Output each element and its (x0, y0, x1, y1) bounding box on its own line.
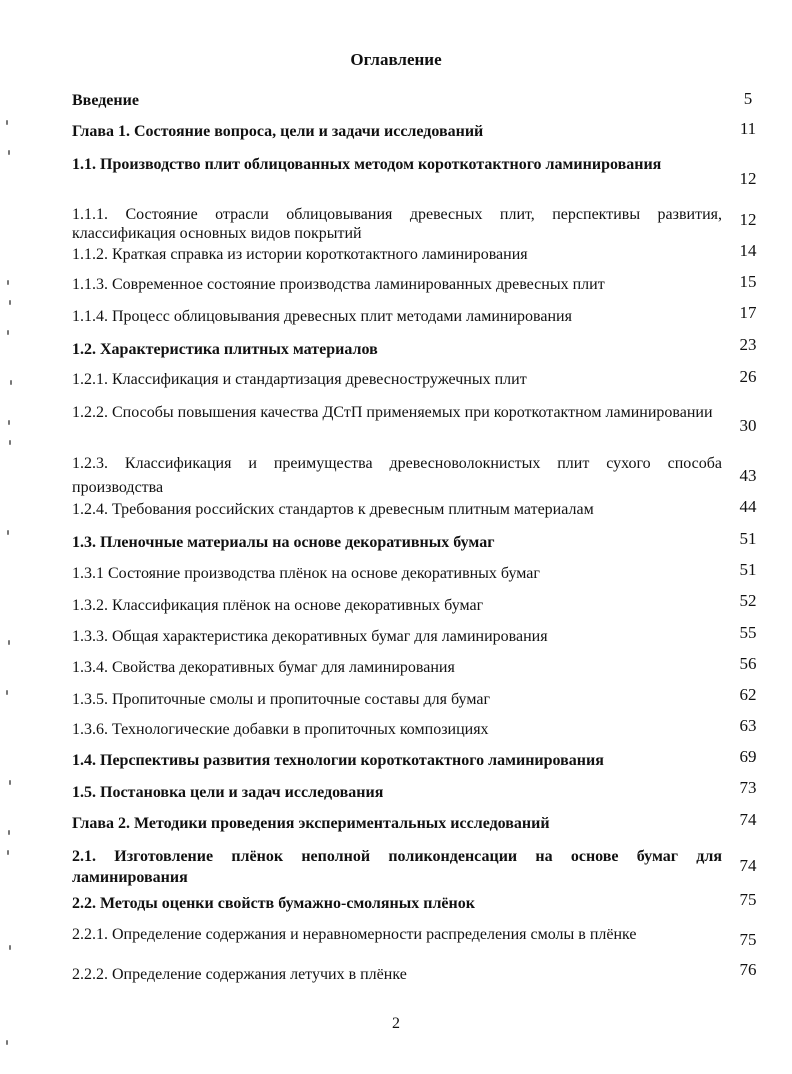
toc-entry-page: 11 (739, 119, 757, 138)
toc-entry-text: 1.3.3. Общая характеристика декоративных бумаг для ламинирования (72, 628, 548, 645)
toc-entry-text: 1.3.1 Состояние производства плёнок на основе декоративных бумаг (72, 565, 540, 582)
toc-entry-page: 5 (743, 89, 753, 108)
toc-entry-page: 69 (739, 747, 757, 766)
toc-entry-text: 2.2.2. Определение содержания летучих в плёнке (72, 966, 407, 983)
toc-entry-text: 1.2. Характеристика плитных материалов (72, 341, 378, 358)
toc-entry-page: 43 (739, 466, 757, 485)
toc-entry-page: 63 (739, 716, 757, 735)
toc-entry-page: 51 (739, 560, 757, 579)
toc-entry-text: 2.2.1. Определение содержания и неравномерности распределения смолы в плёнке (72, 926, 637, 943)
scan-speck (7, 530, 9, 535)
toc-entry-text: 1.1.2. Краткая справка из истории короткотактного ламинирования (72, 246, 528, 263)
scan-speck (7, 330, 9, 335)
toc-entry-page: 75 (739, 930, 757, 949)
scan-speck (7, 850, 9, 855)
scan-speck (6, 690, 8, 695)
toc-entry-text: 1.3.2. Классификация плёнок на основе декоративных бумаг (72, 597, 484, 614)
toc-entry-text: 1.1.3. Современное состояние производства ламинированных древесных плит (72, 276, 605, 293)
toc-entry-page: 56 (739, 654, 757, 673)
toc-entry-text: Глава 2. Методики проведения экспериментальных исследований (72, 815, 550, 832)
toc-entry-page: 74 (739, 856, 757, 875)
toc-entry-text: 1.2.3. Классификация и преимущества древесноволокнистых плит сухого способа производства (72, 455, 722, 496)
toc-entry-text: 1.5. Постановка цели и задач исследования (72, 784, 384, 801)
scan-speck (9, 780, 11, 785)
toc-entry-text: 1.1.4. Процесс облицовывания древесных плит методами ламинирования (72, 308, 572, 325)
scan-speck (10, 380, 12, 385)
scan-speck (7, 280, 9, 285)
toc-entry-text: 1.2.1. Классификация и стандартизация древесностружечных плит (72, 371, 527, 388)
toc-entry-page: 73 (739, 778, 757, 797)
toc-entry-page: 14 (739, 241, 757, 260)
toc-entry-page: 62 (739, 685, 757, 704)
toc-entry-text: 1.3. Пленочные материалы на основе декоративных бумаг (72, 534, 495, 551)
toc-entry-page: 17 (739, 303, 757, 322)
toc-entry-text: 1.4. Перспективы развития технологии короткотактного ламинирования (72, 752, 604, 769)
toc-entry-page: 23 (739, 335, 757, 354)
scan-speck (9, 945, 11, 950)
toc-entry-page: 75 (739, 890, 757, 909)
toc-entry-text: 1.1. Производство плит облицованных методом короткотактного ламинирования (72, 156, 662, 173)
toc-entry-page: 12 (739, 210, 757, 229)
scan-speck (8, 420, 10, 425)
toc-entry-text: 1.2.2. Способы повышения качества ДСтП применяемых при короткотактном ламинировании (72, 404, 713, 421)
scan-speck (8, 640, 10, 645)
toc-entry-text: 1.3.6. Технологические добавки в пропиточных композициях (72, 721, 489, 738)
scan-speck (6, 1040, 8, 1045)
toc-entry-page: 26 (739, 367, 757, 386)
toc-entry-page: 52 (739, 591, 757, 610)
scan-speck (8, 830, 10, 835)
toc-entry-page: 12 (739, 169, 757, 188)
toc-entry-text: 1.3.4. Свойства декоративных бумаг для ламинирования (72, 659, 455, 676)
toc-entry-text: Введение (72, 92, 139, 109)
scan-speck (9, 440, 11, 445)
toc-entry-page: 76 (739, 960, 757, 979)
toc-entry-page: 44 (739, 497, 757, 516)
toc-entry-page: 74 (739, 810, 757, 829)
toc-entry-text: 2.1. Изготовление плёнок неполной поликонденсации на основе бумаг для ламинирования (72, 848, 722, 886)
toc-entry-page: 55 (739, 623, 757, 642)
toc-entry-page: 30 (739, 416, 757, 435)
toc-entry-text: Глава 1. Состояние вопроса, цели и задачи исследований (72, 123, 484, 140)
page-title: Оглавление (350, 50, 442, 69)
toc-entry-text: 1.3.5. Пропиточные смолы и пропиточные составы для бумаг (72, 691, 491, 708)
scan-speck (8, 150, 10, 155)
toc-entry-text: 1.2.4. Требования российских стандартов к древесным плитным материалам (72, 501, 594, 518)
toc-entry-text: 1.1.1. Состояние отрасли облицовывания древесных плит, перспективы развития, классификация основных видов покрытий (72, 206, 722, 242)
toc-entry-text: 2.2. Методы оценки свойств бумажно-смоляных плёнок (72, 895, 475, 912)
scan-speck (9, 300, 11, 305)
toc-entry-page: 15 (739, 272, 757, 291)
page-number: 2 (392, 1015, 400, 1032)
toc-entry-page: 51 (739, 529, 757, 548)
scan-speck (6, 120, 8, 125)
